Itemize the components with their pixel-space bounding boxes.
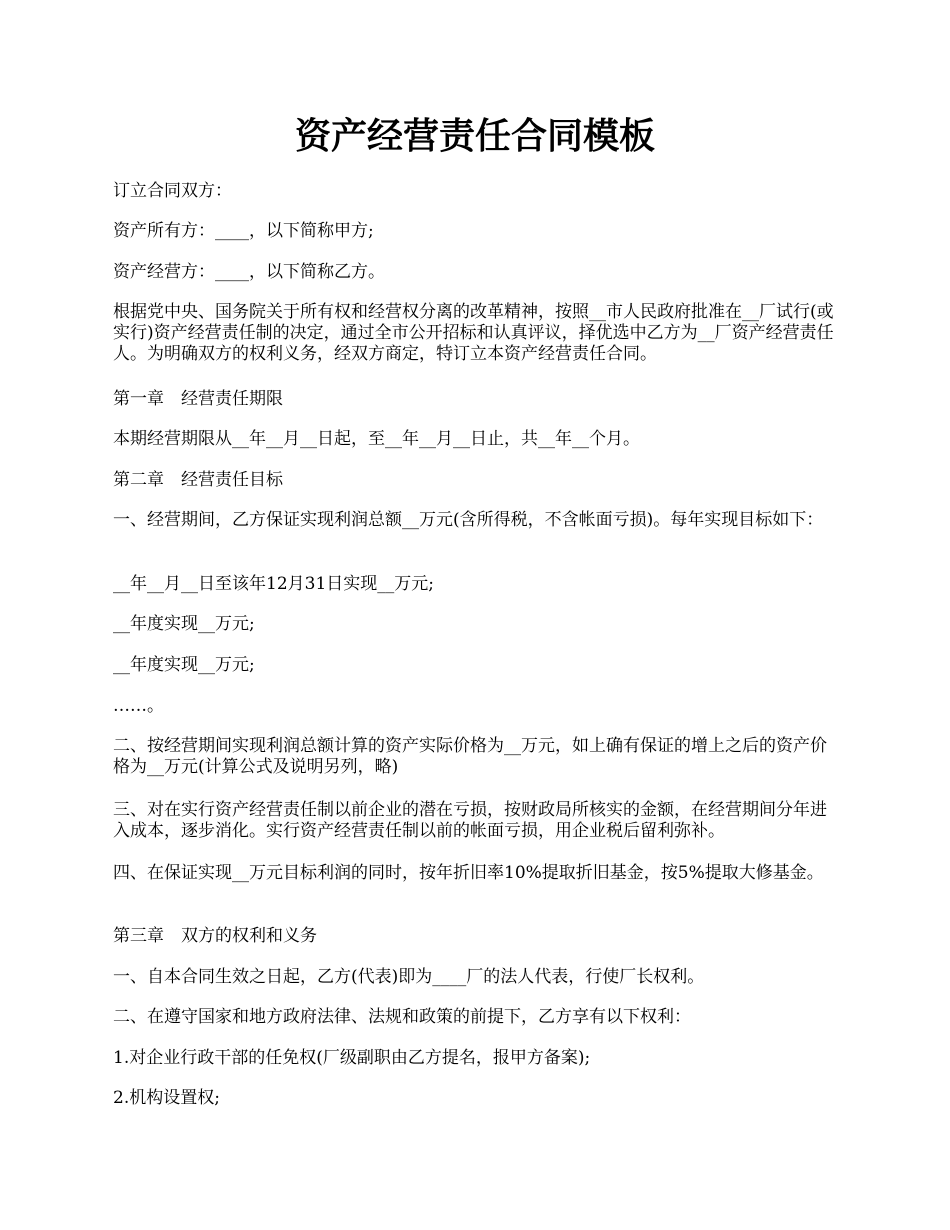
- paragraph-preamble: 根据党中央、国务院关于所有权和经营权分离的改革精神，按照__市人民政府批准在__厂试行(或实行)资产经营责任制的决定，通过全市公开招标和认真评议，择优选中乙方为__厂资产经营责任人。为明确双方的权利义务，经双方商定，特订立本资产经营责任合同。: [113, 302, 834, 364]
- paragraph-party-b: 资产经营方：____，以下简称乙方。: [113, 262, 385, 282]
- paragraph-ellipsis: ……。: [113, 696, 164, 716]
- paragraph-depreciation: 四、在保证实现__万元目标利润的同时，按年折旧率10%提取折旧基金，按5%提取大修基金。: [113, 863, 824, 883]
- chapter-2-heading: 第二章 经营责任目标: [113, 470, 283, 490]
- paragraph-losses: 三、对在实行资产经营责任制以前企业的潜在亏损，按财政局所核实的金额，在经营期间分年进入成本，逐步消化。实行资产经营责任制以前的帐面亏损，用企业税后留利弥补。: [113, 800, 827, 841]
- paragraph-party-a: 资产所有方：____，以下简称甲方;: [113, 221, 374, 241]
- paragraph-asset-price: 二、按经营期间实现利润总额计算的资产实际价格为__万元，如上确有保证的增上之后的资产价格为__万元(计算公式及说明另列，略): [113, 736, 827, 777]
- paragraph-rights-intro: 二、在遵守国家和地方政府法律、法规和政策的前提下，乙方享有以下权利：: [113, 1007, 691, 1027]
- paragraph-right-organization: 2.机构设置权;: [113, 1088, 220, 1108]
- chapter-1-heading: 第一章 经营责任期限: [113, 389, 283, 409]
- paragraph-legal-rep: 一、自本合同生效之日起，乙方(代表)即为____厂的法人代表，行使厂长权利。: [113, 967, 705, 987]
- document-title: 资产经营责任合同模板: [294, 115, 655, 157]
- chapter-3-heading: 第三章 双方的权利和义务: [113, 926, 317, 946]
- paragraph-term: 本期经营期限从__年__月__日起，至__年__月__日止，共__年__个月。: [113, 429, 640, 449]
- paragraph-target-year-a: __年度实现__万元;: [113, 614, 255, 634]
- paragraph-target-first-year: __年__月__日至该年12月31日实现__万元;: [113, 574, 434, 594]
- paragraph-target-year-b: __年度实现__万元;: [113, 655, 255, 675]
- paragraph-profit-target: 一、经营期间，乙方保证实现利润总额__万元(含所得税，不含帐面亏损)。每年实现目标如下：: [113, 510, 824, 530]
- paragraph-right-appointment: 1.对企业行政干部的任免权(厂级副职由乙方提名，报甲方备案);: [113, 1048, 591, 1068]
- paragraph-parties-intro: 订立合同双方：: [113, 181, 232, 201]
